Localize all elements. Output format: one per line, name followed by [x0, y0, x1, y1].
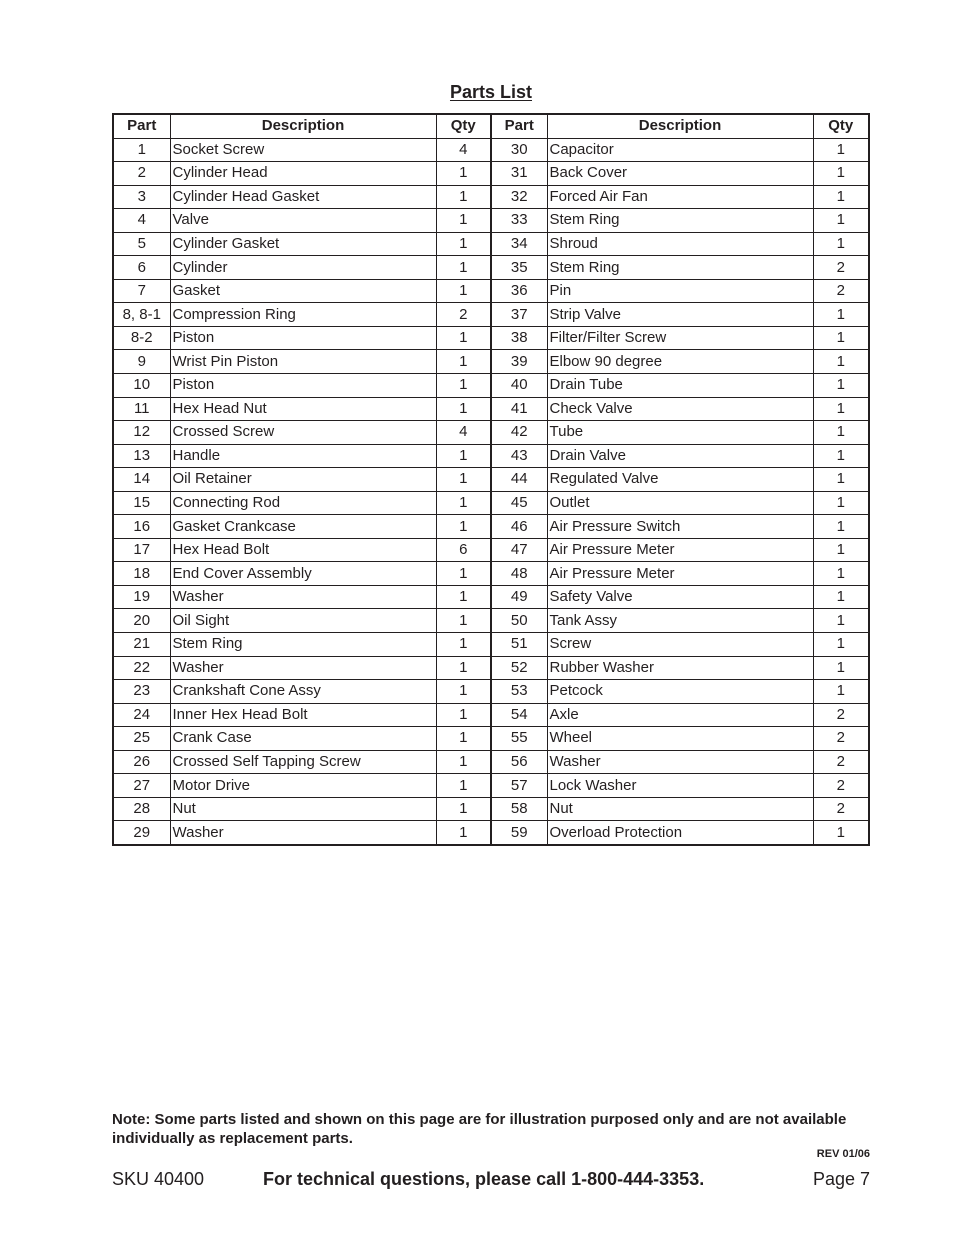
- description-cell: Lock Washer: [547, 774, 813, 798]
- quantity-cell: 1: [813, 232, 869, 256]
- table-row: [113, 138, 869, 162]
- quantity-cell: 1: [436, 162, 491, 186]
- table-row: [113, 209, 869, 233]
- column-header-part: Part: [113, 114, 170, 138]
- part-number-cell: 41: [491, 397, 547, 421]
- part-number-cell: 8, 8-1: [113, 303, 170, 327]
- quantity-cell: 1: [436, 185, 491, 209]
- part-number-cell: 5: [113, 232, 170, 256]
- description-cell: Cylinder Head: [170, 162, 436, 186]
- part-number-cell: 35: [491, 256, 547, 280]
- quantity-cell: 1: [436, 680, 491, 704]
- part-number-cell: 23: [113, 680, 170, 704]
- table-row: [113, 656, 869, 680]
- table-row: [113, 538, 869, 562]
- part-number-cell: 28: [113, 797, 170, 821]
- description-cell: Hex Head Bolt: [170, 538, 436, 562]
- table-row: [113, 468, 869, 492]
- part-number-cell: 8-2: [113, 326, 170, 350]
- table-row: [113, 326, 869, 350]
- quantity-cell: 1: [813, 821, 869, 845]
- table-row: [113, 821, 869, 845]
- description-cell: Cylinder Head Gasket: [170, 185, 436, 209]
- quantity-cell: 1: [813, 138, 869, 162]
- description-cell: Compression Ring: [170, 303, 436, 327]
- table-row: [113, 727, 869, 751]
- part-number-cell: 37: [491, 303, 547, 327]
- description-cell: Screw: [547, 633, 813, 657]
- description-cell: Regulated Valve: [547, 468, 813, 492]
- description-cell: Inner Hex Head Bolt: [170, 703, 436, 727]
- table-row: [113, 609, 869, 633]
- quantity-cell: 1: [436, 609, 491, 633]
- description-cell: Elbow 90 degree: [547, 350, 813, 374]
- quantity-cell: 1: [813, 491, 869, 515]
- part-number-cell: 7: [113, 279, 170, 303]
- table-row: [113, 585, 869, 609]
- table-row: [113, 421, 869, 445]
- column-header-part: Part: [491, 114, 547, 138]
- table-row: [113, 750, 869, 774]
- description-cell: Outlet: [547, 491, 813, 515]
- description-cell: Washer: [547, 750, 813, 774]
- part-number-cell: 45: [491, 491, 547, 515]
- part-number-cell: 18: [113, 562, 170, 586]
- quantity-cell: 1: [813, 303, 869, 327]
- description-cell: Back Cover: [547, 162, 813, 186]
- quantity-cell: 1: [813, 468, 869, 492]
- quantity-cell: 1: [436, 326, 491, 350]
- part-number-cell: 38: [491, 326, 547, 350]
- part-number-cell: 11: [113, 397, 170, 421]
- description-cell: Filter/Filter Screw: [547, 326, 813, 350]
- quantity-cell: 1: [436, 797, 491, 821]
- table-row: [113, 703, 869, 727]
- table-row: [113, 680, 869, 704]
- quantity-cell: 2: [813, 727, 869, 751]
- description-cell: Nut: [547, 797, 813, 821]
- quantity-cell: 1: [813, 209, 869, 233]
- quantity-cell: 1: [813, 374, 869, 398]
- quantity-cell: 2: [813, 774, 869, 798]
- description-cell: Socket Screw: [170, 138, 436, 162]
- part-number-cell: 39: [491, 350, 547, 374]
- part-number-cell: 33: [491, 209, 547, 233]
- quantity-cell: 1: [436, 703, 491, 727]
- column-header-qty: Qty: [436, 114, 491, 138]
- quantity-cell: 1: [436, 633, 491, 657]
- description-cell: Hex Head Nut: [170, 397, 436, 421]
- part-number-cell: 54: [491, 703, 547, 727]
- quantity-cell: 1: [436, 232, 491, 256]
- part-number-cell: 3: [113, 185, 170, 209]
- quantity-cell: 2: [813, 797, 869, 821]
- page-title: Parts List: [449, 82, 533, 102]
- part-number-cell: 59: [491, 821, 547, 845]
- quantity-cell: 1: [436, 491, 491, 515]
- part-number-cell: 44: [491, 468, 547, 492]
- table-row: [113, 397, 869, 421]
- description-cell: Washer: [170, 821, 436, 845]
- description-cell: Oil Sight: [170, 609, 436, 633]
- quantity-cell: 1: [436, 727, 491, 751]
- description-cell: Axle: [547, 703, 813, 727]
- table-row: [113, 491, 869, 515]
- quantity-cell: 1: [436, 209, 491, 233]
- part-number-cell: 19: [113, 585, 170, 609]
- part-number-cell: 22: [113, 656, 170, 680]
- table-row: [113, 279, 869, 303]
- column-header-description: Description: [170, 114, 436, 138]
- description-cell: Strip Valve: [547, 303, 813, 327]
- description-cell: Nut: [170, 797, 436, 821]
- quantity-cell: 1: [813, 397, 869, 421]
- quantity-cell: 2: [813, 279, 869, 303]
- part-number-cell: 25: [113, 727, 170, 751]
- table-row: [113, 303, 869, 327]
- part-number-cell: 47: [491, 538, 547, 562]
- description-cell: Cylinder: [170, 256, 436, 280]
- column-header-qty: Qty: [813, 114, 869, 138]
- parts-table-body: [113, 138, 869, 845]
- part-number-cell: 48: [491, 562, 547, 586]
- description-cell: Stem Ring: [547, 209, 813, 233]
- quantity-cell: 1: [813, 444, 869, 468]
- part-number-cell: 4: [113, 209, 170, 233]
- quantity-cell: 1: [813, 633, 869, 657]
- description-cell: Washer: [170, 585, 436, 609]
- description-cell: Petcock: [547, 680, 813, 704]
- quantity-cell: 1: [813, 680, 869, 704]
- table-row: [113, 374, 869, 398]
- description-cell: Air Pressure Switch: [547, 515, 813, 539]
- description-cell: Wrist Pin Piston: [170, 350, 436, 374]
- description-cell: Valve: [170, 209, 436, 233]
- quantity-cell: 1: [813, 538, 869, 562]
- quantity-cell: 1: [436, 374, 491, 398]
- table-row: [113, 797, 869, 821]
- part-number-cell: 34: [491, 232, 547, 256]
- part-number-cell: 6: [113, 256, 170, 280]
- quantity-cell: 1: [436, 750, 491, 774]
- description-cell: Overload Protection: [547, 821, 813, 845]
- part-number-cell: 17: [113, 538, 170, 562]
- table-row: [113, 162, 869, 186]
- description-cell: Capacitor: [547, 138, 813, 162]
- quantity-cell: 1: [813, 421, 869, 445]
- part-number-cell: 26: [113, 750, 170, 774]
- quantity-cell: 1: [436, 656, 491, 680]
- quantity-cell: 1: [436, 585, 491, 609]
- description-cell: Tube: [547, 421, 813, 445]
- quantity-cell: 2: [813, 750, 869, 774]
- description-cell: Stem Ring: [547, 256, 813, 280]
- part-number-cell: 46: [491, 515, 547, 539]
- quantity-cell: 1: [813, 185, 869, 209]
- quantity-cell: 4: [436, 138, 491, 162]
- description-cell: Shroud: [547, 232, 813, 256]
- quantity-cell: 1: [436, 468, 491, 492]
- description-cell: Rubber Washer: [547, 656, 813, 680]
- part-number-cell: 2: [113, 162, 170, 186]
- part-number-cell: 56: [491, 750, 547, 774]
- description-cell: Cylinder Gasket: [170, 232, 436, 256]
- quantity-cell: 1: [436, 397, 491, 421]
- part-number-cell: 31: [491, 162, 547, 186]
- part-number-cell: 52: [491, 656, 547, 680]
- quantity-cell: 1: [436, 279, 491, 303]
- part-number-cell: 32: [491, 185, 547, 209]
- description-cell: Piston: [170, 374, 436, 398]
- part-number-cell: 30: [491, 138, 547, 162]
- description-cell: Tank Assy: [547, 609, 813, 633]
- description-cell: Piston: [170, 326, 436, 350]
- table-row: [113, 256, 869, 280]
- part-number-cell: 16: [113, 515, 170, 539]
- part-number-cell: 55: [491, 727, 547, 751]
- quantity-cell: 1: [813, 350, 869, 374]
- part-number-cell: 36: [491, 279, 547, 303]
- quantity-cell: 1: [436, 444, 491, 468]
- part-number-cell: 58: [491, 797, 547, 821]
- description-cell: Drain Valve: [547, 444, 813, 468]
- quantity-cell: 6: [436, 538, 491, 562]
- part-number-cell: 1: [113, 138, 170, 162]
- description-cell: Drain Tube: [547, 374, 813, 398]
- part-number-cell: 42: [491, 421, 547, 445]
- description-cell: Air Pressure Meter: [547, 538, 813, 562]
- table-row: [113, 185, 869, 209]
- description-cell: Wheel: [547, 727, 813, 751]
- quantity-cell: 1: [813, 609, 869, 633]
- description-cell: Check Valve: [547, 397, 813, 421]
- quantity-cell: 2: [436, 303, 491, 327]
- part-number-cell: 24: [113, 703, 170, 727]
- description-cell: Air Pressure Meter: [547, 562, 813, 586]
- description-cell: Crossed Self Tapping Screw: [170, 750, 436, 774]
- quantity-cell: 1: [813, 326, 869, 350]
- quantity-cell: 2: [813, 256, 869, 280]
- part-number-cell: 20: [113, 609, 170, 633]
- description-cell: Gasket: [170, 279, 436, 303]
- quantity-cell: 1: [436, 350, 491, 374]
- part-number-cell: 53: [491, 680, 547, 704]
- table-row: [113, 774, 869, 798]
- description-cell: End Cover Assembly: [170, 562, 436, 586]
- revision-label: REV 01/06: [816, 1148, 870, 1160]
- description-cell: Pin: [547, 279, 813, 303]
- quantity-cell: 1: [436, 256, 491, 280]
- part-number-cell: 14: [113, 468, 170, 492]
- table-header-row: [113, 114, 869, 138]
- quantity-cell: 1: [813, 162, 869, 186]
- part-number-cell: 10: [113, 374, 170, 398]
- quantity-cell: 1: [436, 562, 491, 586]
- description-cell: Washer: [170, 656, 436, 680]
- quantity-cell: 1: [813, 656, 869, 680]
- column-header-description: Description: [547, 114, 813, 138]
- part-number-cell: 27: [113, 774, 170, 798]
- quantity-cell: 1: [436, 515, 491, 539]
- replacement-parts-note: Note: Some parts listed and shown on this page are for illustration purposed only and are not available individually as replacement parts.: [112, 1111, 847, 1147]
- description-cell: Safety Valve: [547, 585, 813, 609]
- part-number-cell: 21: [113, 633, 170, 657]
- description-cell: Crossed Screw: [170, 421, 436, 445]
- description-cell: Stem Ring: [170, 633, 436, 657]
- quantity-cell: 2: [813, 703, 869, 727]
- table-row: [113, 350, 869, 374]
- description-cell: Crankshaft Cone Assy: [170, 680, 436, 704]
- table-row: [113, 515, 869, 539]
- part-number-cell: 13: [113, 444, 170, 468]
- table-row: [113, 444, 869, 468]
- description-cell: Oil Retainer: [170, 468, 436, 492]
- part-number-cell: 29: [113, 821, 170, 845]
- quantity-cell: 1: [813, 585, 869, 609]
- part-number-cell: 49: [491, 585, 547, 609]
- parts-table: [112, 113, 870, 846]
- part-number-cell: 12: [113, 421, 170, 445]
- table-row: [113, 562, 869, 586]
- part-number-cell: 43: [491, 444, 547, 468]
- quantity-cell: 4: [436, 421, 491, 445]
- part-number-cell: 9: [113, 350, 170, 374]
- description-cell: Connecting Rod: [170, 491, 436, 515]
- quantity-cell: 1: [813, 515, 869, 539]
- page-number: Page 7: [812, 1169, 870, 1189]
- description-cell: Crank Case: [170, 727, 436, 751]
- quantity-cell: 1: [436, 774, 491, 798]
- table-row: [113, 232, 869, 256]
- quantity-cell: 1: [436, 821, 491, 845]
- part-number-cell: 57: [491, 774, 547, 798]
- part-number-cell: 50: [491, 609, 547, 633]
- part-number-cell: 40: [491, 374, 547, 398]
- part-number-cell: 15: [113, 491, 170, 515]
- description-cell: Handle: [170, 444, 436, 468]
- part-number-cell: 51: [491, 633, 547, 657]
- description-cell: Forced Air Fan: [547, 185, 813, 209]
- technical-support-line: For technical questions, please call 1-800-444-3353.: [263, 1169, 705, 1189]
- quantity-cell: 1: [813, 562, 869, 586]
- description-cell: Gasket Crankcase: [170, 515, 436, 539]
- description-cell: Motor Drive: [170, 774, 436, 798]
- sku-label: SKU 40400: [112, 1169, 205, 1189]
- table-row: [113, 633, 869, 657]
